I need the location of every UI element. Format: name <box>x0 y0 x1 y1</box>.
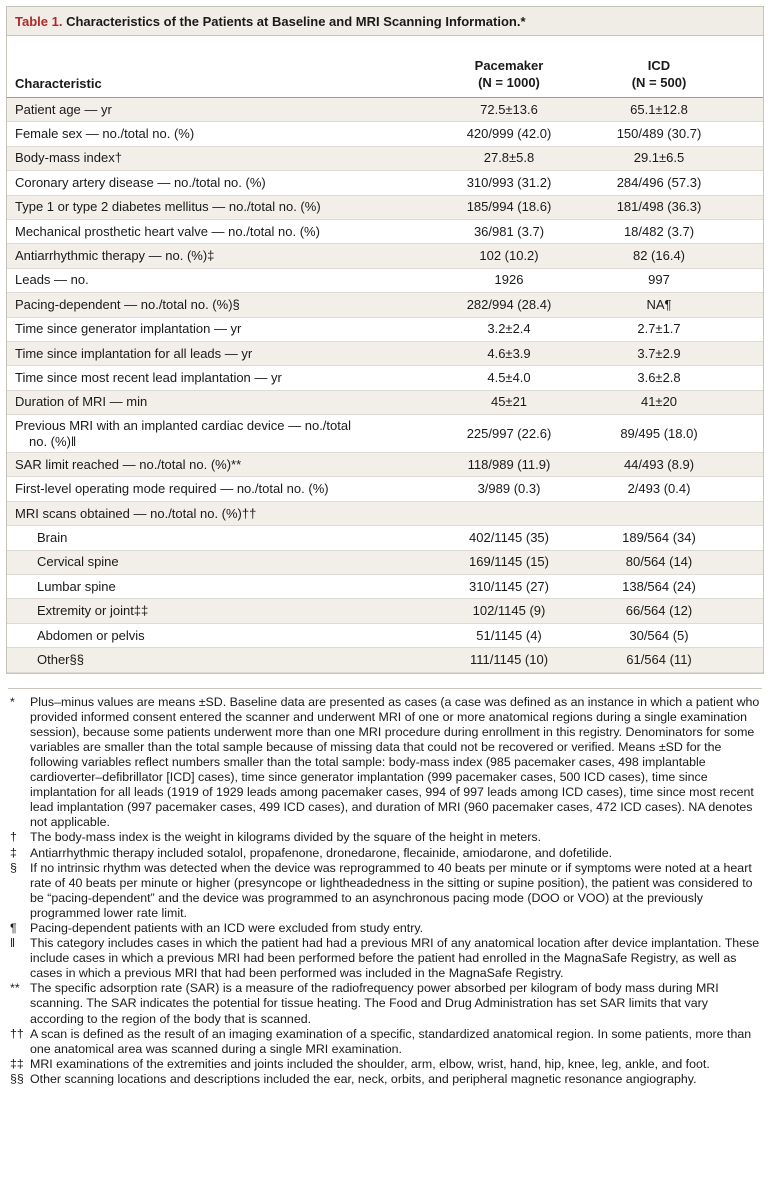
pacemaker-value: 72.5±13.6 <box>480 101 538 117</box>
footnote-text: Plus–minus values are means ±SD. Baseline data are presented as cases (a case was defined as an instance in which a patient who provided informed consent entered the scanner and underwent MRI of one or more anatomical regions during a single examination session), because some patients underwent more than one MRI procedure during enrollment in this registry. Denominators for some variables are smaller than the total sample because of missing data that could not be recovered or verified. Means ±SD for the following variables reflect numbers smaller than the total sample: body-mass index (985 pacemaker cases, 498 implantable cardioverter–defibrillator [ICD] cases), time since generator implantation (999 pacemaker cases, 500 ICD cases), time since implantation for all leads (1919 of 1929 leads among pacemaker cases, 994 of 997 leads among ICD cases), time since most recent lead implantation (997 pacemaker cases, 499 ICD cases), and duration of MRI (960 pacemaker cases, 472 ICD cases). NA denotes not applicable. <box>30 694 760 830</box>
table-title-text: Characteristics of the Patients at Baseline and MRI Scanning Information.* <box>66 14 526 29</box>
header-pacemaker <box>439 57 579 91</box>
row-label <box>15 418 439 450</box>
pacemaker-value: 45±21 <box>490 394 528 410</box>
table-row <box>7 147 763 171</box>
pacemaker-value: 225/997 (22.6) <box>466 425 552 441</box>
row-label-text: Abdomen or pelvis <box>37 627 145 643</box>
table-row <box>7 196 763 220</box>
pacemaker-value: 118/989 (11.9) <box>467 456 551 472</box>
table-row <box>7 220 763 244</box>
footnote-symbol: * <box>10 694 15 709</box>
table-row <box>7 599 763 623</box>
row-label <box>15 297 439 313</box>
footnote <box>8 981 762 1026</box>
footnote <box>8 1027 762 1057</box>
row-label-text: Patient age — yr <box>15 101 112 117</box>
footnote <box>8 695 762 831</box>
row-label-text: MRI scans obtained — no./total no. (%)†† <box>15 505 257 521</box>
table-header-row <box>7 36 763 98</box>
row-label-text: Brain <box>37 529 68 545</box>
icd-value: 150/489 (30.7) <box>616 126 702 142</box>
row-label <box>15 224 439 240</box>
icd-value: 41±20 <box>640 394 678 410</box>
icd-value: 189/564 (34) <box>622 529 696 545</box>
table-row <box>7 575 763 599</box>
row-label-text: Duration of MRI — min <box>15 394 148 410</box>
footnote <box>8 846 762 861</box>
pacemaker-value: 102 (10.2) <box>479 248 539 264</box>
table-row <box>7 391 763 415</box>
footnote-symbol: ‡ <box>10 845 17 860</box>
header-pacemaker-n: (N = 1000) <box>478 75 540 90</box>
icd-value: 2.7±1.7 <box>637 321 681 337</box>
table-body <box>7 98 763 673</box>
pacemaker-value: 3.2±2.4 <box>487 321 531 337</box>
row-label <box>15 102 439 118</box>
icd-value: 2/493 (0.4) <box>627 481 691 497</box>
footnote-symbol: ‡‡ <box>10 1056 24 1071</box>
header-pacemaker-title: Pacemaker <box>474 58 544 73</box>
row-label <box>15 175 439 191</box>
icd-value: 61/564 (11) <box>626 651 692 667</box>
row-label <box>15 370 439 386</box>
footnote-symbol: §§ <box>10 1071 24 1086</box>
row-label-text: Time since generator implantation — yr <box>15 321 242 337</box>
pacemaker-value: 102/1145 (9) <box>472 603 546 619</box>
pacemaker-value: 4.6±3.9 <box>487 345 531 361</box>
table-row <box>7 453 763 477</box>
icd-value: 181/498 (36.3) <box>616 199 702 215</box>
footnote-symbol: †† <box>10 1026 24 1041</box>
row-label-text: Mechanical prosthetic heart valve — no./total no. (%) <box>15 223 320 239</box>
row-label <box>15 506 439 522</box>
table-row <box>7 526 763 550</box>
pacemaker-value: 282/994 (28.4) <box>466 296 552 312</box>
row-label <box>15 481 439 497</box>
footnote <box>8 830 762 845</box>
header-characteristic: Characteristic <box>15 76 102 91</box>
table-row <box>7 366 763 390</box>
footnote-symbol: ‖ <box>10 936 16 951</box>
pacemaker-value: 402/1145 (35) <box>469 529 549 545</box>
footnote <box>8 936 762 981</box>
icd-value: 44/493 (8.9) <box>623 456 695 472</box>
pacemaker-value: 310/1145 (27) <box>469 578 549 594</box>
footnote-symbol: ** <box>10 981 20 996</box>
footnote-text: Other scanning locations and descriptions included the ear, neck, orbits, and peripheral magnetic resonance angiography. <box>30 1071 697 1086</box>
row-label-text: Body-mass index† <box>15 150 122 166</box>
footnote-symbol: ¶ <box>10 921 17 935</box>
table-row <box>7 122 763 146</box>
pacemaker-value: 27.8±5.8 <box>483 150 535 166</box>
pacemaker-value: 36/981 (3.7) <box>473 223 545 239</box>
row-label <box>15 150 439 166</box>
table-row <box>7 342 763 366</box>
footnote-text: If no intrinsic rhythm was detected when the device was reprogrammed to 40 beats per minute or if symptoms were noted at a heart rate of 40 beats per minute or higher (presyncope or lightheadedness in the sitting or supine position), the patient was considered to be “pacing-dependent” and the device was programmed to an asynchronous pacing mode (DOO or VOO) at the previously programmed lower rate limit. <box>30 860 753 920</box>
table-row <box>7 415 763 453</box>
icd-value: 3.7±2.9 <box>637 345 681 361</box>
table-row <box>7 293 763 317</box>
pacemaker-value: 3/989 (0.3) <box>477 481 541 497</box>
icd-value: 30/564 (5) <box>629 627 689 643</box>
row-label-text: Type 1 or type 2 diabetes mellitus — no./total no. (%) <box>15 199 321 215</box>
footnote-symbol: † <box>10 830 17 845</box>
footnote-symbol: § <box>10 860 17 875</box>
icd-value: 18/482 (3.7) <box>623 223 695 239</box>
pacemaker-value: 169/1145 (15) <box>469 554 549 570</box>
row-label <box>15 457 439 473</box>
header-icd-title: ICD <box>647 58 671 73</box>
footnote <box>8 861 762 921</box>
row-label <box>15 603 439 619</box>
pacemaker-value: 310/993 (31.2) <box>466 174 552 190</box>
footnote-text: A scan is defined as the result of an imaging examination of a specific, standardized anatomical region. In some patients, more than one anatomical area was scanned during a single MRI examination. <box>30 1026 752 1056</box>
header-icd-n: (N = 500) <box>631 75 687 90</box>
row-label-text: Coronary artery disease — no./total no. (%) <box>15 174 266 190</box>
row-label-text: First-level operating mode required — no./total no. (%) <box>15 481 329 497</box>
row-label <box>15 248 439 264</box>
row-label-text: Lumbar spine <box>37 578 116 594</box>
row-label <box>15 554 439 570</box>
pacemaker-value: 1926 <box>494 272 524 288</box>
icd-value: 66/564 (12) <box>625 603 693 619</box>
footnote <box>8 921 762 936</box>
icd-value: 284/496 (57.3) <box>616 174 702 190</box>
pacemaker-value: 111/1145 (10) <box>469 651 549 667</box>
table-1 <box>6 6 764 674</box>
row-label <box>15 530 439 546</box>
header-icd <box>579 57 739 91</box>
icd-value: NA¶ <box>646 296 672 312</box>
row-label-text: Time since implantation for all leads — yr <box>15 345 253 361</box>
footnote-text: The body-mass index is the weight in kilograms divided by the square of the height in meters. <box>30 830 542 845</box>
table-row <box>7 624 763 648</box>
row-label-text: Antiarrhythmic therapy — no. (%)‡ <box>15 248 215 264</box>
row-label-continuation: no. (%)‖ <box>29 433 77 449</box>
icd-value: 3.6±2.8 <box>637 369 681 385</box>
table-row <box>7 171 763 195</box>
table-title <box>7 7 763 36</box>
row-label-text: Previous MRI with an implanted cardiac device — no./total <box>15 417 351 433</box>
row-label-text: Pacing-dependent — no./total no. (%)§ <box>15 296 240 312</box>
row-label <box>15 321 439 337</box>
pacemaker-value: 4.5±4.0 <box>487 369 531 385</box>
icd-value: 80/564 (14) <box>625 554 693 570</box>
footnote-text: This category includes cases in which the patient had had a previous MRI of any anatomical location after device implantation. These include cases in which a previous MRI had been performed before the patient had enrolled in the MagnaSafe Registry, as well as cases in which a previous MRI that had been performed was included in the MagnaSafe Registry. <box>30 936 760 981</box>
icd-value: 138/564 (24) <box>622 578 696 594</box>
table-number: Table 1. <box>15 14 63 29</box>
footnote-text: Pacing-dependent patients with an ICD were excluded from study entry. <box>30 921 424 935</box>
row-label-text: Other§§ <box>37 651 84 667</box>
row-label <box>15 628 439 644</box>
row-label-text: Extremity or joint‡‡ <box>37 603 149 619</box>
table-row <box>7 269 763 293</box>
table-row <box>7 648 763 672</box>
icd-value: 65.1±12.8 <box>630 101 688 117</box>
row-label-text: Cervical spine <box>37 554 119 570</box>
footnote-text: MRI examinations of the extremities and joints included the shoulder, arm, elbow, wrist, hand, hip, knee, leg, ankle, and foot. <box>30 1056 710 1071</box>
row-label <box>15 394 439 410</box>
row-label-text: SAR limit reached — no./total no. (%)** <box>15 456 242 472</box>
footnote-text: The specific adsorption rate (SAR) is a measure of the radiofrequency power absorbed per kilogram of body mass during MRI scanning. The SAR indicates the potential for tissue heating. The Food and Drug Administration has set SAR limits that vary according to the region of the body that is scanned. <box>30 981 719 1026</box>
footnotes <box>8 688 762 1087</box>
row-label <box>15 199 439 215</box>
pacemaker-value: 420/999 (42.0) <box>466 126 552 142</box>
footnote <box>8 1072 762 1087</box>
row-label <box>15 346 439 362</box>
footnote <box>8 1057 762 1072</box>
row-label <box>15 272 439 288</box>
pacemaker-value: 185/994 (18.6) <box>466 199 552 215</box>
row-label <box>15 579 439 595</box>
row-label-text: Time since most recent lead implantation — yr <box>15 369 282 385</box>
table-row <box>7 477 763 501</box>
footnote-text: Antiarrhythmic therapy included sotalol, propafenone, dronedarone, flecainide, amiodarone, and dofetilide. <box>30 845 613 860</box>
icd-value: 29.1±6.5 <box>633 150 685 166</box>
icd-value: 89/495 (18.0) <box>620 425 698 441</box>
pacemaker-value: 51/1145 (4) <box>476 627 542 643</box>
table-row <box>7 98 763 122</box>
icd-value: 997 <box>648 272 670 288</box>
row-label-text: Female sex — no./total no. (%) <box>15 126 195 142</box>
table-row <box>7 502 763 526</box>
icd-value: 82 (16.4) <box>632 248 686 264</box>
table-row <box>7 244 763 268</box>
row-label <box>15 126 439 142</box>
table-row <box>7 551 763 575</box>
row-label-text: Leads — no. <box>15 272 89 288</box>
table-row <box>7 318 763 342</box>
row-label <box>15 652 439 668</box>
